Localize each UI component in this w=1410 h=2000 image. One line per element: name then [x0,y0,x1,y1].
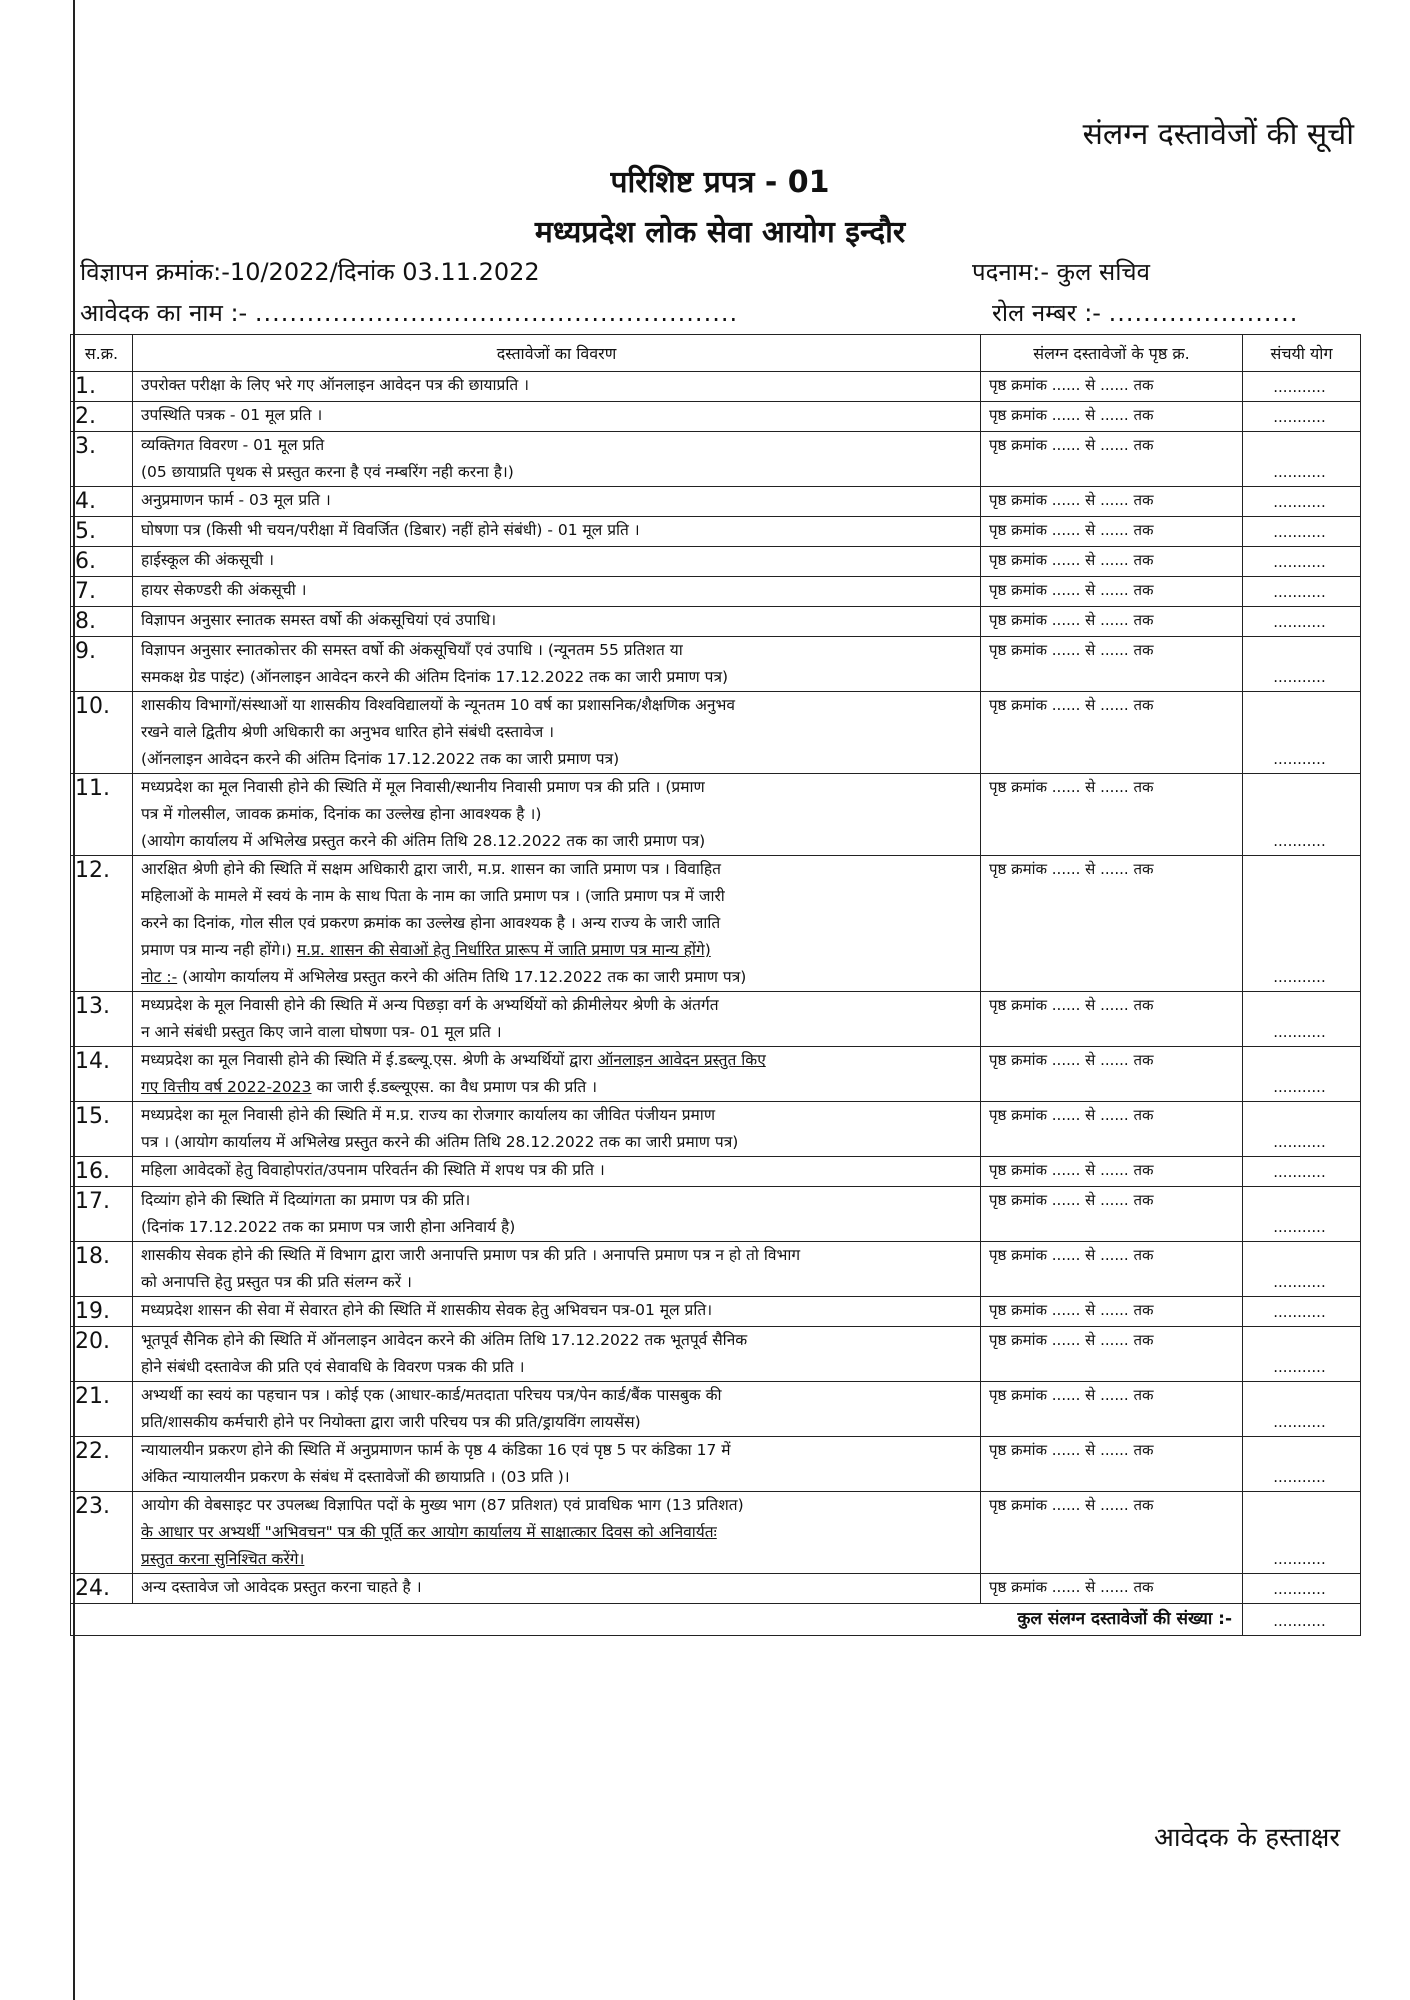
page-range-field[interactable]: पृष्ठ क्रमांक ...... से ...... तक [981,1297,1243,1327]
table-row [71,1327,1361,1382]
description-line: हायर सेकण्डरी की अंकसूची । [141,581,307,599]
table-row [71,774,1361,856]
cumulative-total-field[interactable]: ........... [1243,856,1361,992]
page-range-field[interactable]: पृष्ठ क्रमांक ...... से ...... तक [981,1492,1243,1574]
document-list-heading: संलग्न दस्तावेजों की सूची [1082,117,1354,152]
cumulative-total-field[interactable]: ........... [1243,1242,1361,1297]
page-range-field[interactable]: पृष्ठ क्रमांक ...... से ...... तक [981,1574,1243,1604]
total-row [71,1604,1361,1636]
description-line: (ऑनलाइन आवेदन करने की अंतिम दिनांक 17.12.2022 तक का जारी प्रमाण पत्र) [141,750,620,768]
description-text: प्रमाण पत्र मान्य नही होंगे।) [141,941,292,959]
cumulative-total-field[interactable]: ........... [1243,1187,1361,1242]
cumulative-total-field[interactable]: ........... [1243,372,1361,402]
description-line: अन्य दस्तावेज जो आवेदक प्रस्तुत करना चाहते है । [141,1578,422,1596]
description-line: विज्ञापन अनुसार स्नातकोत्तर की समस्त वर्षो की अंकसूचियाँ एवं उपाधि । (न्यूनतम 55 प्रतिशत या [141,641,683,659]
serial-number: 17. [71,1187,133,1242]
page-range-field[interactable]: पृष्ठ क्रमांक ...... से ...... तक [981,637,1243,692]
description-line: समकक्ष ग्रेड पाइंट) (ऑनलाइन आवेदन करने की अंतिम दिनांक 17.12.2022 तक का जारी प्रमाण पत्र) [141,668,729,686]
cumulative-total-field[interactable]: ........... [1243,1327,1361,1382]
document-description [133,577,981,607]
description-line: अभ्यर्थी का स्वयं का पहचान पत्र । कोई एक (आधार-कार्ड/मतदाता परिचय पत्र/पेन कार्ड/बैंक पासबुक की [141,1386,722,1404]
page-range-field[interactable]: पृष्ठ क्रमांक ...... से ...... तक [981,1437,1243,1492]
document-page [70,0,1370,2000]
document-description [133,607,981,637]
cumulative-total-field[interactable]: ........... [1243,1574,1361,1604]
page-range-field[interactable]: पृष्ठ क्रमांक ...... से ...... तक [981,487,1243,517]
description-line: पत्र । (आयोग कार्यालय में अभिलेख प्रस्तुत करने की अंतिम तिथि 28.12.2022 तक का जारी प्रमाण पत्र) [141,1133,739,1151]
table-row [71,1102,1361,1157]
cumulative-total-field[interactable]: ........... [1243,1157,1361,1187]
table-row [71,1047,1361,1102]
cumulative-total-field[interactable]: ........... [1243,577,1361,607]
underlined-text: गए वित्तीय वर्ष 2022-2023 [141,1078,312,1096]
cumulative-total-field[interactable]: ........... [1243,1102,1361,1157]
cumulative-total-field[interactable]: ........... [1243,432,1361,487]
description-line: मध्यप्रदेश शासन की सेवा में सेवारत होने की स्थिति में शासकीय सेवक हेतु अभिवचन पत्र-01 मूल प्रति। [141,1301,713,1319]
cumulative-total-field[interactable]: ........... [1243,1047,1361,1102]
serial-number: 22. [71,1437,133,1492]
document-description [133,1047,981,1102]
serial-number: 3. [71,432,133,487]
serial-number: 19. [71,1297,133,1327]
serial-number: 2. [71,402,133,432]
document-description [133,432,981,487]
page-range-field[interactable]: पृष्ठ क्रमांक ...... से ...... तक [981,577,1243,607]
page-range-field[interactable]: पृष्ठ क्रमांक ...... से ...... तक [981,607,1243,637]
cumulative-total-field[interactable]: ........... [1243,517,1361,547]
description-line: होने संबंधी दस्तावेज की प्रति एवं सेवावधि के विवरण पत्रक की प्रति । [141,1358,525,1376]
page-range-field[interactable]: पृष्ठ क्रमांक ...... से ...... तक [981,856,1243,992]
description-line: मध्यप्रदेश का मूल निवासी होने की स्थिति में म.प्र. राज्य का रोजगार कार्यालय का जीवित पंजीयन प्रमाण [141,1106,716,1124]
serial-number: 21. [71,1382,133,1437]
cumulative-total-field[interactable]: ........... [1243,692,1361,774]
page-range-field[interactable]: पृष्ठ क्रमांक ...... से ...... तक [981,372,1243,402]
table-row [71,402,1361,432]
header-description: दस्तावेजों का विवरण [133,335,981,372]
total-documents-label: कुल संलग्न दस्तावेजों की संख्या :- [71,1604,1243,1636]
documents-table [70,334,1361,1636]
description-line: आरक्षित श्रेणी होने की स्थिति में सक्षम अधिकारी द्वारा जारी, म.प्र. शासन का जाति प्रमाण पत्र । विवाहित [141,860,721,878]
serial-number: 15. [71,1102,133,1157]
cumulative-total-field[interactable]: ........... [1243,487,1361,517]
description-line: दिव्यांग होने की स्थिति में दिव्यांगता का प्रमाण पत्र की प्रति। [141,1191,471,1209]
description-line: प्रति/शासकीय कर्मचारी होने पर नियोक्ता द्वारा जारी परिचय पत्र की प्रति/ड्रायविंग लायसेंस) [141,1413,641,1431]
description-line: उपस्थिति पत्रक - 01 मूल प्रति । [141,406,323,424]
description-line [141,1047,972,1074]
page-range-field[interactable]: पृष्ठ क्रमांक ...... से ...... तक [981,1382,1243,1437]
table-row [71,1242,1361,1297]
serial-number: 20. [71,1327,133,1382]
table-row [71,607,1361,637]
underlined-text: म.प्र. शासन की सेवाओं हेतु निर्धारित प्रारूप में जाति प्रमाण पत्र मान्य होंगे) [296,941,711,959]
table-row [71,1437,1361,1492]
document-description [133,517,981,547]
document-description [133,1382,981,1437]
table-row [71,517,1361,547]
serial-number: 18. [71,1242,133,1297]
description-line [141,1074,972,1101]
description-line: हाईस्कूल की अंकसूची । [141,551,274,569]
cumulative-total-field[interactable]: ........... [1243,1492,1361,1574]
table-row [71,1157,1361,1187]
page-range-field[interactable]: पृष्ठ क्रमांक ...... से ...... तक [981,547,1243,577]
page-range-field[interactable]: पृष्ठ क्रमांक ...... से ...... तक [981,692,1243,774]
document-description [133,992,981,1047]
serial-number: 6. [71,547,133,577]
description-line: मध्यप्रदेश के मूल निवासी होने की स्थिति में अन्य पिछड़ा वर्ग के अभ्यर्थियों को क्रीमीलेयर श्रेणी के अंतर्गत [141,996,719,1014]
description-line: (दिनांक 17.12.2022 तक का प्रमाण पत्र जारी होना अनिवार्य है) [141,1218,516,1236]
description-line: शासकीय विभागों/संस्थाओं या शासकीय विश्वविद्यालयों के न्यूनतम 10 वर्ष का प्रशासनिक/शैक्षणिक अनुभव [141,696,736,714]
description-line: व्यक्तिगत विवरण - 01 मूल प्रति [141,436,325,454]
roll-number-row [992,296,1298,329]
underlined-text: ऑनलाइन आवेदन प्रस्तुत किए [597,1051,766,1069]
post-name: पदनाम:- कुल सचिव [972,258,1150,286]
document-description [133,372,981,402]
applicant-name-field[interactable]: ........................................................ [254,299,739,327]
document-description [133,1242,981,1297]
table-row [71,577,1361,607]
advertisement-number: विज्ञापन क्रमांक:-10/2022/दिनांक 03.11.2022 [80,258,540,286]
document-description [133,487,981,517]
description-line [141,937,972,964]
document-description [133,637,981,692]
serial-number: 7. [71,577,133,607]
cumulative-total-field[interactable]: ........... [1243,637,1361,692]
description-line: आयोग की वेबसाइट पर उपलब्ध विज्ञापित पदों के मुख्य भाग (87 प्रतिशत) एवं प्रावधिक भाग (13 प्रतिशत) [141,1496,744,1514]
serial-number: 4. [71,487,133,517]
description-line: मध्यप्रदेश का मूल निवासी होने की स्थिति में मूल निवासी/स्थानीय निवासी प्रमाण पत्र की प्रति । (प्रमाण [141,778,705,796]
table-row [71,547,1361,577]
document-description [133,547,981,577]
description-line: अनुप्रमाणन फार्म - 03 मूल प्रति । [141,491,331,509]
document-description [133,1157,981,1187]
document-description [133,402,981,432]
document-description [133,1437,981,1492]
description-line: उपरोक्त परीक्षा के लिए भरे गए ऑनलाइन आवेदन पत्र की छायाप्रति । [141,376,530,394]
table-row [71,1297,1361,1327]
roll-number-field[interactable]: ...................... [1108,299,1299,327]
serial-number: 13. [71,992,133,1047]
description-text: मध्यप्रदेश का मूल निवासी होने की स्थिति में ई.डब्ल्यू.एस. श्रेणी के अभ्यर्थियों द्वारा [141,1051,593,1069]
cumulative-total-field[interactable]: ........... [1243,1382,1361,1437]
description-line: रखने वाले द्वितीय श्रेणी अधिकारी का अनुभव धारित होने संबंधी दस्तावेज । [141,723,555,741]
document-description [133,1574,981,1604]
page-range-field[interactable]: पृष्ठ क्रमांक ...... से ...... तक [981,1047,1243,1102]
description-line: करने का दिनांक, गोल सील एवं प्रकरण क्रमांक का उल्लेख होना आवश्यक है । अन्य राज्य के जारी जाति [141,914,721,932]
document-description [133,1187,981,1242]
description-line: पत्र में गोलसील, जावक क्रमांक, दिनांक का उल्लेख होना आवश्यक है ।) [141,805,542,823]
serial-number: 14. [71,1047,133,1102]
table-row [71,992,1361,1047]
serial-number: 9. [71,637,133,692]
header-serial: स.क्र. [71,335,133,372]
table-row [71,1187,1361,1242]
serial-number: 23. [71,1492,133,1574]
table-row [71,432,1361,487]
cumulative-total-field[interactable]: ........... [1243,402,1361,432]
page-range-field[interactable]: पृष्ठ क्रमांक ...... से ...... तक [981,992,1243,1047]
page-range-field[interactable]: पृष्ठ क्रमांक ...... से ...... तक [981,1242,1243,1297]
description-line: महिलाओं के मामले में स्वयं के नाम के साथ पिता के नाम का जाति प्रमाण पत्र । (जाति प्रमाण पत्र में जारी [141,887,725,905]
table-row [71,637,1361,692]
description-line: घोषणा पत्र (किसी भी चयन/परीक्षा में विवर्जित (डिबार) नहीं होने संबंधी) - 01 मूल प्रति । [141,521,640,539]
description-line: (आयोग कार्यालय में अभिलेख प्रस्तुत करने की अंतिम तिथि 28.12.2022 तक का जारी प्रमाण पत्र) [141,832,706,850]
table-row [71,692,1361,774]
form-title: परिशिष्ट प्रपत्र - 01 [610,165,830,200]
table-row [71,487,1361,517]
description-line [141,964,972,991]
applicant-name-label: आवेदक का नाम :- [80,299,248,327]
page-range-field[interactable]: पृष्ठ क्रमांक ...... से ...... तक [981,1327,1243,1382]
note-text: (आयोग कार्यालय में अभिलेख प्रस्तुत करने की अंतिम तिथि 17.12.2022 तक का जारी प्रमाण पत्र) [182,968,747,986]
serial-number: 11. [71,774,133,856]
page-range-field[interactable]: पृष्ठ क्रमांक ...... से ...... तक [981,774,1243,856]
serial-number: 16. [71,1157,133,1187]
document-description [133,856,981,992]
table-row [71,1574,1361,1604]
description-line: (05 छायाप्रति पृथक से प्रस्तुत करना है एवं नम्बरिंग नही करना है।) [141,463,514,481]
table-row [71,1492,1361,1574]
cumulative-total-field[interactable]: ........... [1243,774,1361,856]
page-range-field[interactable]: पृष्ठ क्रमांक ...... से ...... तक [981,517,1243,547]
description-line: को अनापत्ति हेतु प्रस्तुत पत्र की प्रति संलग्न करें । [141,1273,412,1291]
table-row [71,1382,1361,1437]
document-description [133,774,981,856]
document-description [133,1492,981,1574]
description-line: अंकित न्यायालयीन प्रकरण के संबंध में दस्तावेजों की छायाप्रति । (03 प्रति )। [141,1468,570,1486]
description-line: शासकीय सेवक होने की स्थिति में विभाग द्वारा जारी अनापत्ति प्रमाण पत्र की प्रति । अनापत्ति प्रमाण पत्र न हो तो विभाग [141,1246,801,1264]
description-text: का जारी ई.डब्ल्यूएस. का वैध प्रमाण पत्र की प्रति । [316,1078,598,1096]
document-description [133,1297,981,1327]
description-line: प्रस्तुत करना सुनिश्चित करेंगे। [141,1550,305,1568]
commission-name: मध्यप्रदेश लोक सेवा आयोग इन्दौर [534,215,906,250]
header-cumulative-total: संचयी योग [1243,335,1361,372]
applicant-name-row [80,296,738,329]
cumulative-total-field[interactable]: ........... [1243,547,1361,577]
cumulative-total-field[interactable]: ........... [1243,1297,1361,1327]
document-description [133,692,981,774]
document-description [133,1102,981,1157]
page-range-field[interactable]: पृष्ठ क्रमांक ...... से ...... तक [981,1187,1243,1242]
serial-number: 5. [71,517,133,547]
header-page-numbers: संलग्न दस्तावेजों के पृष्ठ क्र. [981,335,1243,372]
note-label: नोट :- [141,968,178,986]
table-row [71,856,1361,992]
page-range-field[interactable]: पृष्ठ क्रमांक ...... से ...... तक [981,432,1243,487]
page-range-field[interactable]: पृष्ठ क्रमांक ...... से ...... तक [981,1157,1243,1187]
table-row [71,372,1361,402]
description-line: महिला आवेदकों हेतु विवाहोपरांत/उपनाम परिवर्तन की स्थिति में शपथ पत्र की प्रति । [141,1161,605,1179]
cumulative-total-field[interactable]: ........... [1243,607,1361,637]
description-line: न्यायालयीन प्रकरण होने की स्थिति में अनुप्रमाणन फार्म के पृष्ठ 4 कंडिका 16 एवं पृष्ठ 5 पर कंडिका 17 में [141,1441,731,1459]
table-header-row [71,335,1361,372]
description-line: न आने संबंधी प्रस्तुत किए जाने वाला घोषणा पत्र- 01 मूल प्रति । [141,1023,502,1041]
serial-number: 8. [71,607,133,637]
page-range-field[interactable]: पृष्ठ क्रमांक ...... से ...... तक [981,1102,1243,1157]
serial-number: 12. [71,856,133,992]
cumulative-total-field[interactable]: ........... [1243,992,1361,1047]
serial-number: 24. [71,1574,133,1604]
serial-number: 10. [71,692,133,774]
cumulative-total-field[interactable]: ........... [1243,1437,1361,1492]
roll-number-label: रोल नम्बर :- [992,299,1101,327]
description-line: भूतपूर्व सैनिक होने की स्थिति में ऑनलाइन आवेदन करने की अंतिम तिथि 17.12.2022 तक भूतपूर्व सैनिक [141,1331,748,1349]
description-line: विज्ञापन अनुसार स्नातक समस्त वर्षो की अंकसूचियां एवं उपाधि। [141,611,497,629]
page-range-field[interactable]: पृष्ठ क्रमांक ...... से ...... तक [981,402,1243,432]
total-documents-value[interactable]: ........... [1243,1604,1361,1636]
serial-number: 1. [71,372,133,402]
applicant-signature: आवेदक के हस्ताक्षर [1153,1823,1340,1853]
description-line: के आधार पर अभ्यर्थी "अभिवचन" पत्र की पूर्ति कर आयोग कार्यालय में साक्षात्कार दिवस को अनिवार्यतः [141,1523,717,1541]
document-description [133,1327,981,1382]
